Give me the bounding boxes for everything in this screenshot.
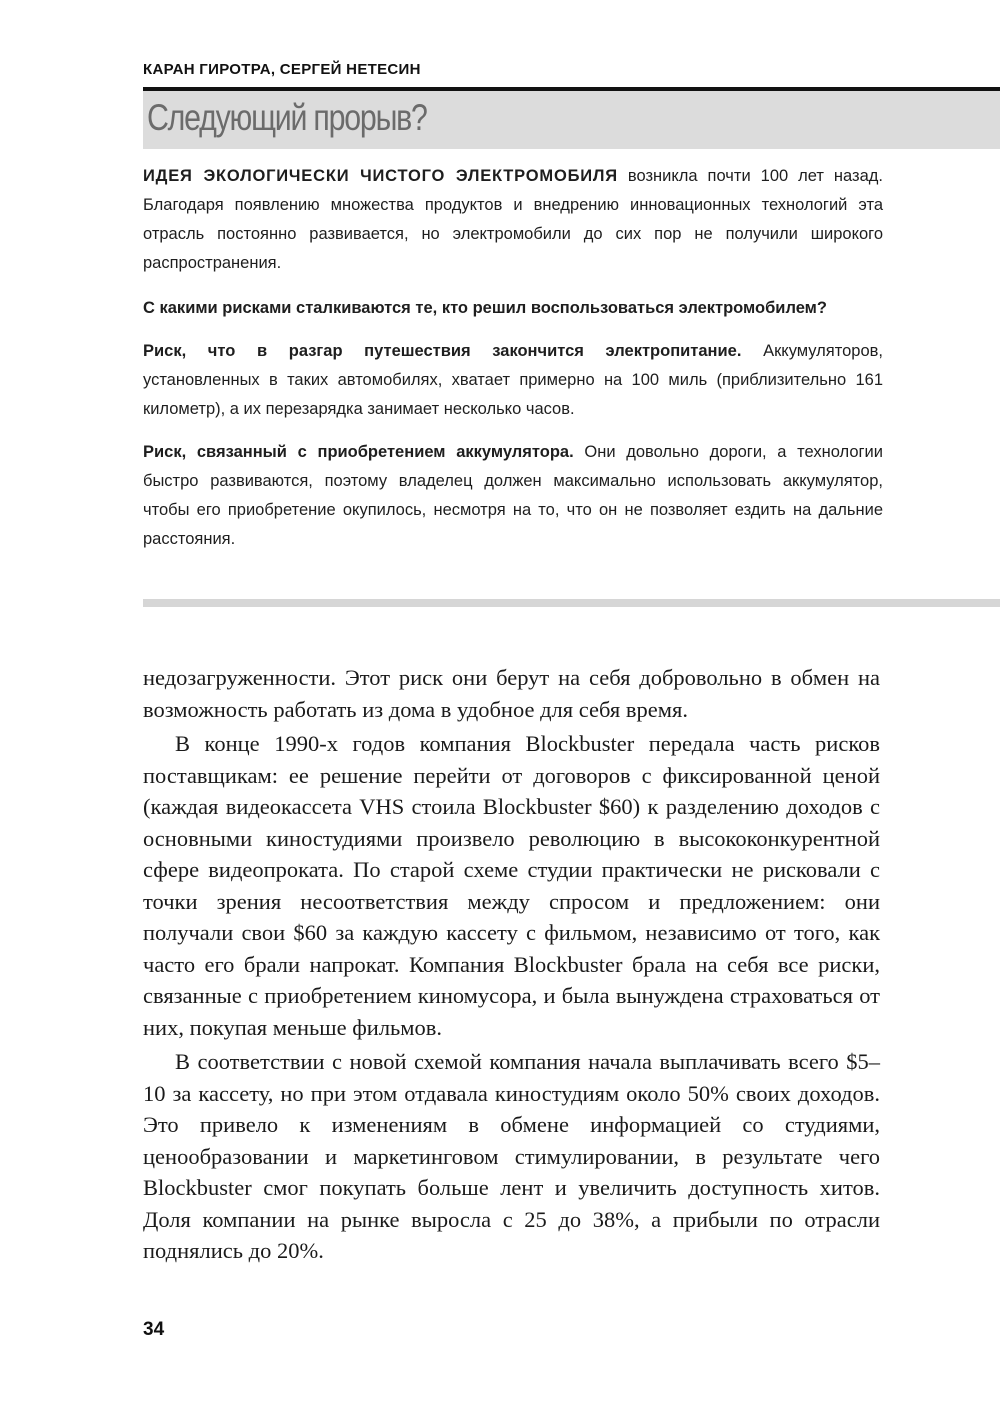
- sidebar-title: Следующий прорыв?: [147, 97, 427, 138]
- body-paragraph-2: В конце 1990-х годов компания Blockbuster передала часть рисков поставщикам: ее решение перейти от договоров с фиксированной ценой (каждая видеокассета VHS стоила Blockbuster $60) к разделению доходов с основными киностудиями произвело революцию в высококонкурентной сфере видеопроката. По старой схеме студии практически не рисковали с точки зрения несоответствия между спросом и предложением: они получали свои $60 за каждую кассету с фильмом, независимо от того, как часто его брали напрокат. Компания Blockbuster брала на себя все риски, связанные с приобретением киномусора, и была вынуждена страховаться от них, покупая меньше фильмов.: [143, 731, 880, 1040]
- page-number: 34: [143, 1319, 165, 1340]
- sidebar-risk-1-heading: Риск, что в разгар путешествия закончится электропитание.: [143, 342, 742, 360]
- sidebar-risk-2-heading: Риск, связанный с приобретением аккумулятора.: [143, 443, 574, 461]
- sidebar-risk-2: [143, 438, 883, 554]
- sidebar-question: С какими рисками сталкиваются те, кто решил воспользоваться электромобилем?: [143, 299, 827, 317]
- body-paragraph-1: недозагруженности. Этот риск они берут на себя добровольно в обмен на возможность работать из дома в удобное для себя время.: [143, 665, 880, 722]
- sidebar-intro-lead: ИДЕЯ ЭКОЛОГИЧЕСКИ ЧИСТОГО ЭЛЕКТРОМОБИЛЯ: [143, 167, 618, 185]
- sidebar-risk-1: [143, 337, 883, 424]
- sidebar-risk-2-text: Они довольно дороги, а технологии быстро развиваются, поэтому владелец должен максимально использовать аккумулятор, чтобы его приобретение окупилось, несмотря на то, что он не позволяет ездить на дальние расстояния.: [143, 443, 883, 548]
- main-text: [143, 662, 880, 1267]
- sidebar-intro: [143, 162, 883, 278]
- sidebar-body: [143, 162, 883, 554]
- body-paragraph-3: В соответствии с новой схемой компания начала выплачивать всего $5–10 за кассету, но при этом отдавала киностудиям около 50% своих доходов. Это привело к изменениям в обмене информацией со студиями, ценообразовании и маркетинговом стимулировании, в результате чего Blockbuster смог покупать больше лент и увеличить доступность хитов. Доля компании на рынке выросла с 25 до 38%, а прибыли по отрасли поднялись до 20%.: [143, 1049, 880, 1263]
- sidebar-bottom-rule: [143, 599, 1000, 607]
- sidebar-intro-text: возникла почти 100 лет назад. Благодаря появлению множества продуктов и внедрению инновационных технологий эта отрасль постоянно развивается, но электромобили до сих пор не получили широкого распространения.: [143, 167, 883, 272]
- sidebar-risk-1-text: Аккумуляторов, установленных в таких автомобилях, хватает примерно на 100 миль (приблизительно 161 километр), а их перезарядка занимает несколько часов.: [143, 342, 883, 418]
- running-head: КАРАН ГИРОТРА, СЕРГЕЙ НЕТЕСИН: [143, 61, 421, 78]
